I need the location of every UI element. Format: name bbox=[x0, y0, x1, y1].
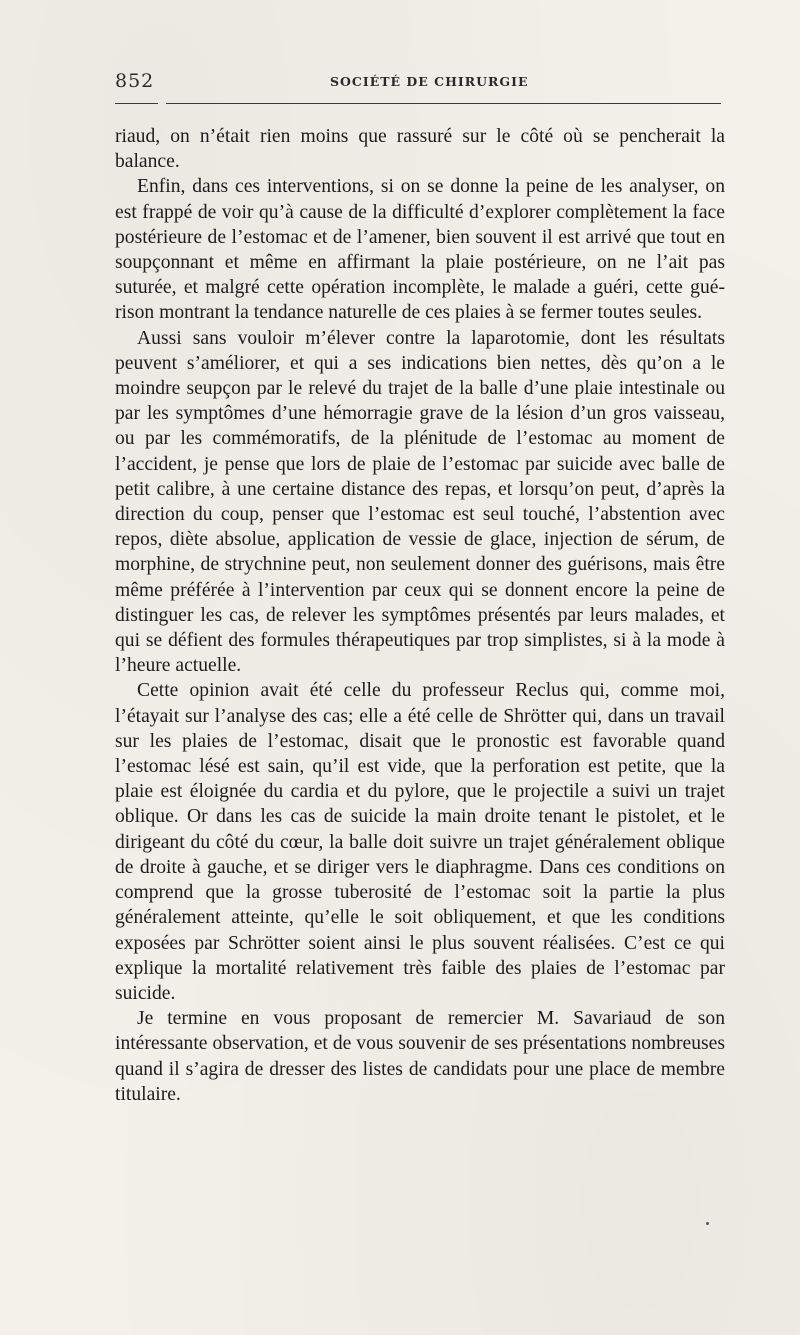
paragraph-enfin: Enfin, dans ces interventions, si on se donne la peine de les analyser, on est frappé de voir qu’à cause de la difficulté d’explorer complètement la face postérieure de l’estomac et de l’amener, bien souvent il est arrivé que tout en soupçonnant et même en affirmant la plaie postérieure, on ne l’ait pas suturée, et malgré cette opération incomplète, le malade a guéri, cette guérison montrant la tendance naturelle de ces plaies à se fermer toutes seules. bbox=[115, 176, 725, 324]
header-rule-long bbox=[166, 103, 721, 104]
header-rule-short bbox=[115, 103, 158, 104]
print-speck bbox=[706, 1222, 709, 1225]
paragraph-cette-opinion: Cette opinion avait été celle du professeur Reclus qui, comme moi, l’étayait sur l’analyse des cas; elle a été celle de Shrötter qui, dans un travail sur les plaies de l’estomac, disait que le pronostic est favorable quand l’estomac lésé est sain, qu’il est vide, que la perforation est petite, que la plaie est éloignée du cardia et du pylore, que le projectile a suivi un trajet oblique. Or dans les cas de suicide la main droite tenant le pistolet, et le dirigeant du côté du cœur, la balle doit suivre un trajet généralement oblique de droite à gauche, et se diriger vers le diaphragme. Dans ces conditions on comprend que la grosse tuberosité de l’estomac soit la partie la plus généralement atteinte, qu’elle le soit obliquement, et que les conditions exposées par Schrötter soient ainsi le plus souvent réalisées. C’est ce qui explique la mortalité relativement très faible des plaies de l’estomac par suicide. bbox=[115, 680, 725, 1004]
body-text bbox=[115, 124, 725, 1107]
page-header bbox=[115, 70, 722, 94]
running-title: SOCIÉTÉ DE CHIRURGIE bbox=[330, 74, 529, 89]
page-number: 852 bbox=[115, 70, 155, 92]
paragraph-aussi: Aussi sans vouloir m’élever contre la laparotomie, dont les résultats peuvent s’améliorer, et qui a ses indications bien nettes, dès qu’on a le moindre seupçon par le relevé du trajet de la balle d’une plaie intestinale ou par les symptômes d’une hémorragie grave de la lésion d’un gros vaisseau, ou par les commémoratifs, de la plénitude de l’estomac au moment de l’accident, je pense que lors de plaie de l’estomac par suicide avec balle de petit calibre, à une certaine distance des repas, et lorsqu’on peut, d’après la direction du coup, penser que l’estomac est seul touché, l’abstention avec repos, diète absolue, application de vessie de glace, injection de sérum, de morphine, de strychnine peut, non seulement donner des guérisons, mais être même préférée à l’intervention par ceux qui se donnent encore la peine de distinguer les cas, de relever les symptômes présentés par leurs malades, et qui se défient des formules thérapeutiques par trop simplistes, si à la mode à l’heure actuelle. bbox=[115, 327, 725, 677]
paragraph-continuation: riaud, on n’était rien moins que rassuré sur le côté où se pencherait la balance. bbox=[115, 126, 725, 173]
paragraph-je-termine: Je termine en vous proposant de remercier M. Savariaud de son intéressante observation, et de vous souvenir de ses présentations nombreuses quand il s’agira de dresser des listes de candidats pour une place de membre titulaire. bbox=[115, 1008, 725, 1105]
